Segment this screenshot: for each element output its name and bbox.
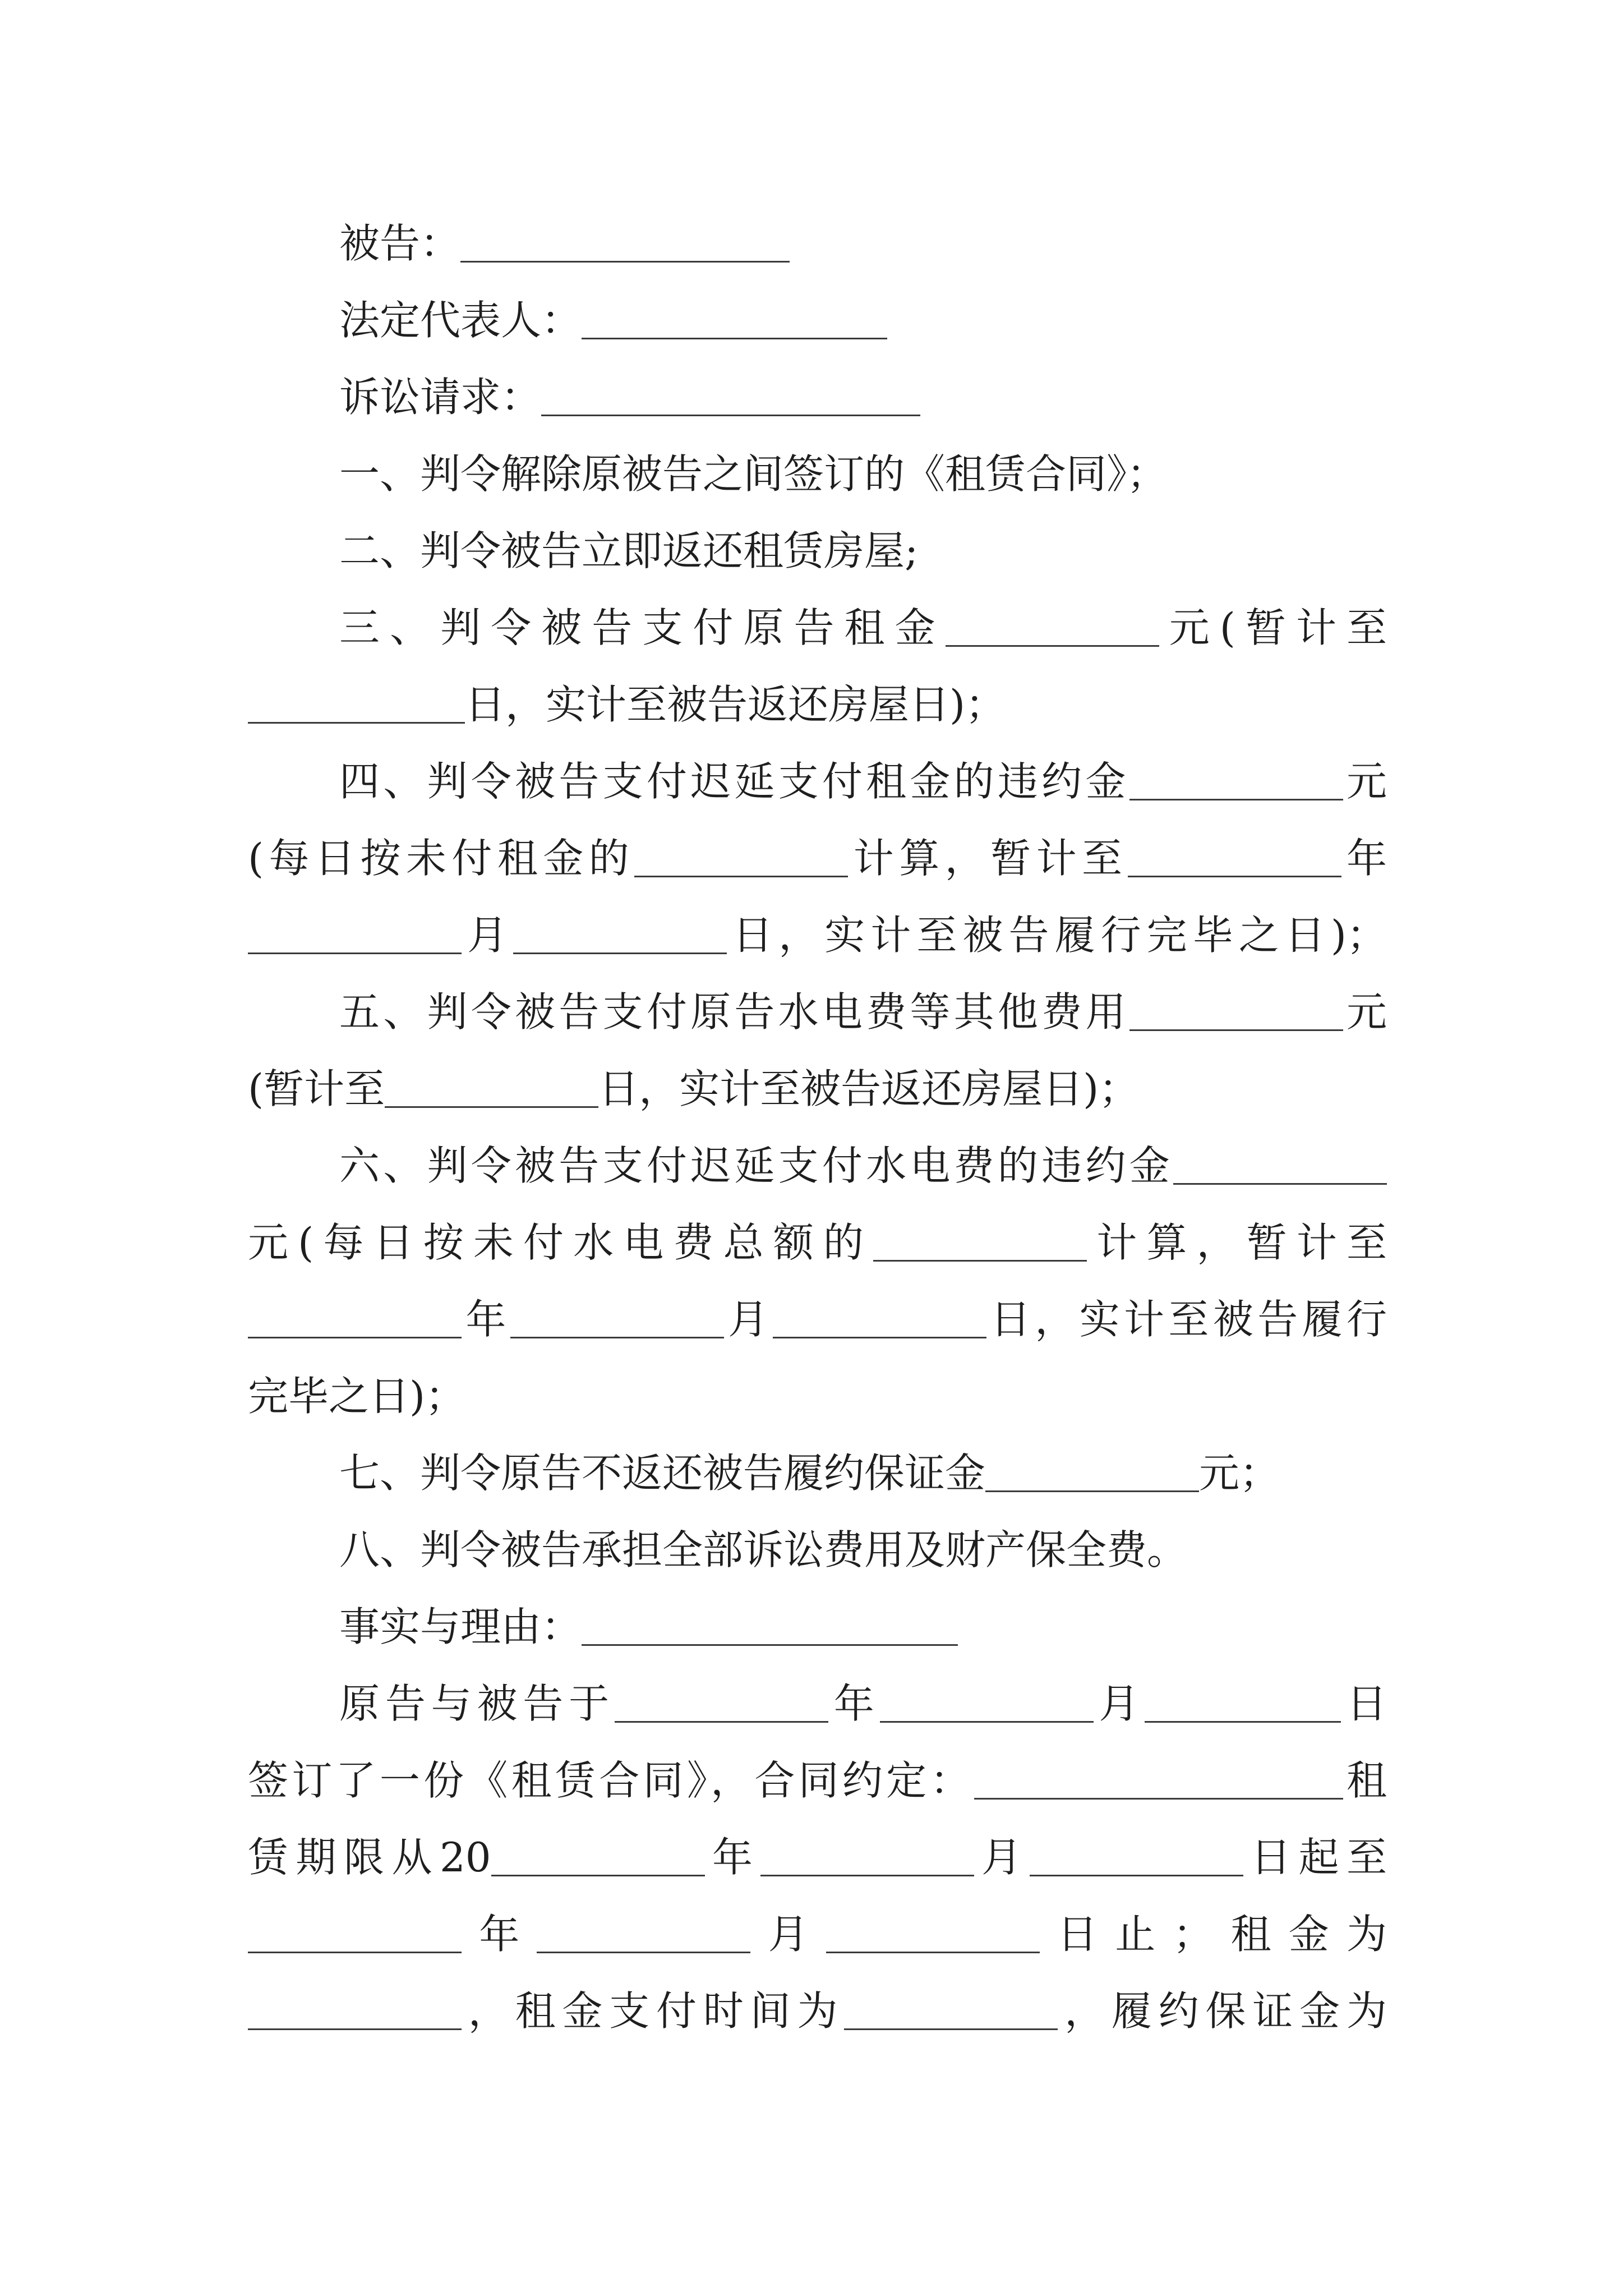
text-segment: 被告： <box>339 220 461 267</box>
text-segment: 完毕之日)； <box>248 1373 466 1420</box>
text-segment: 计算，暂计至 <box>848 835 1128 882</box>
claim-6-continued-3 <box>248 1358 1387 1435</box>
blank-line <box>248 685 465 724</box>
text-segment: 日，实计至被告返还房屋日)； <box>465 681 1006 728</box>
claim-3-continued <box>248 666 1387 743</box>
text-segment: 四、判令被告支付迟延支付租金的违约金 <box>339 758 1129 805</box>
text-segment: 一、判令解除原被告之间签订的《租赁合同》； <box>339 450 1168 498</box>
text-segment: 日止；租金为 <box>1039 1911 1387 1958</box>
facts-and-reasons-field <box>248 1589 1387 1665</box>
text-segment: (每日按未付租金的 <box>248 835 635 882</box>
blank-line <box>634 839 848 877</box>
blank-line <box>946 609 1159 647</box>
facts-paragraph-line-1 <box>248 1665 1387 1742</box>
blank-line <box>615 1685 828 1723</box>
text-segment: ，履约保证金为 <box>1058 1987 1387 2035</box>
text-segment: 日 <box>1341 1680 1387 1727</box>
text-segment: 年 <box>462 1911 537 1958</box>
blank-line <box>248 916 462 954</box>
text-segment: 八、判令被告承担全部诉讼费用及财产保全费。 <box>339 1526 1188 1573</box>
blank-line <box>248 1300 462 1338</box>
text-segment: 事实与理由： <box>339 1603 582 1650</box>
blank-line <box>1129 762 1343 800</box>
blank-line <box>844 1992 1058 2030</box>
text-segment: 日，实计至被告履行 <box>986 1296 1387 1343</box>
blank-line <box>1129 993 1343 1031</box>
blank-line <box>873 1223 1087 1262</box>
text-segment: 法定代表人： <box>339 297 582 344</box>
text-segment: 月 <box>1093 1680 1145 1727</box>
text-segment: 月 <box>974 1834 1030 1881</box>
claim-6-continued-2 <box>248 1281 1387 1358</box>
text-segment: 赁期限从20 <box>248 1834 491 1881</box>
blank-line <box>1145 1685 1341 1723</box>
claims-field <box>248 359 1387 436</box>
text-segment: 七、判令原告不返还被告履约保证金 <box>339 1450 986 1497</box>
defendant-field <box>248 205 1387 282</box>
text-segment: 月 <box>723 1296 773 1343</box>
blank-line <box>582 1608 958 1646</box>
text-segment: 年 <box>704 1834 760 1881</box>
text-segment: 计算，暂计至 <box>1087 1219 1387 1266</box>
claim-1 <box>248 436 1387 513</box>
facts-paragraph-line-3 <box>248 1819 1387 1896</box>
claim-5 <box>248 974 1387 1051</box>
claim-3 <box>248 590 1387 666</box>
text-segment: 元； <box>1199 1450 1280 1497</box>
facts-paragraph-line-5 <box>248 1973 1387 2050</box>
blank-line <box>541 378 920 416</box>
claim-7 <box>248 1435 1387 1512</box>
blank-line <box>985 1454 1199 1492</box>
text-segment: 原告与被告于 <box>339 1680 615 1727</box>
text-segment: 日，实计至被告履行完毕之日)； <box>727 912 1387 959</box>
blank-line <box>248 1915 462 1953</box>
blank-line <box>248 1992 462 2030</box>
blank-line <box>760 1838 974 1876</box>
blank-line <box>460 224 790 263</box>
blank-line <box>974 1761 1343 1800</box>
claim-4 <box>248 743 1387 820</box>
blank-line <box>513 916 727 954</box>
blank-line <box>1030 1838 1243 1876</box>
blank-line <box>880 1685 1094 1723</box>
blank-line <box>582 301 887 339</box>
blank-line <box>773 1300 986 1338</box>
claim-8 <box>248 1512 1387 1589</box>
blank-line <box>826 1915 1040 1953</box>
text-segment: 元(暂计至 <box>1159 604 1387 651</box>
claim-6-continued-1 <box>248 1204 1387 1281</box>
legal-representative-field <box>248 282 1387 359</box>
text-segment: 日，实计至被告返还房屋日)； <box>598 1065 1140 1112</box>
text-segment: 签订了一份《租赁合同》，合同约定： <box>248 1757 974 1804</box>
text-segment: 三、判令被告支付原告租金 <box>339 604 946 651</box>
text-segment: 元 <box>1343 758 1387 805</box>
blank-line <box>1173 1147 1387 1185</box>
text-segment: 二、判令被告立即返还租赁房屋; <box>339 527 919 574</box>
text-segment: ，租金支付时间为 <box>462 1987 845 2035</box>
text-segment: 年 <box>828 1680 880 1727</box>
claim-5-continued <box>248 1051 1387 1128</box>
blank-line <box>385 1070 598 1108</box>
blank-line <box>510 1300 724 1338</box>
blank-line <box>1128 839 1341 877</box>
text-segment: 元 <box>1343 988 1387 1036</box>
claim-6 <box>248 1128 1387 1204</box>
text-segment: 年 <box>462 1296 510 1343</box>
text-segment: 五、判令被告支付原告水电费等其他费用 <box>339 988 1129 1036</box>
text-segment: 年 <box>1341 835 1387 882</box>
facts-paragraph-line-2 <box>248 1742 1387 1819</box>
text-segment: 租 <box>1343 1757 1387 1804</box>
claim-2 <box>248 513 1387 590</box>
text-segment: 月 <box>462 912 514 959</box>
facts-paragraph-line-4 <box>248 1896 1387 1973</box>
claim-4-continued-1 <box>248 820 1387 897</box>
claim-4-continued-2 <box>248 897 1387 974</box>
blank-line <box>491 1838 705 1876</box>
document-body <box>248 205 1387 2050</box>
blank-line <box>537 1915 750 1953</box>
text-segment: (暂计至 <box>248 1065 385 1112</box>
text-segment: 六、判令被告支付迟延支付水电费的违约金 <box>339 1142 1173 1189</box>
text-segment: 诉讼请求： <box>339 374 542 421</box>
text-segment: 元(每日按未付水电费总额的 <box>248 1219 874 1266</box>
text-segment: 月 <box>750 1911 826 1958</box>
text-segment: 日起至 <box>1243 1834 1387 1881</box>
